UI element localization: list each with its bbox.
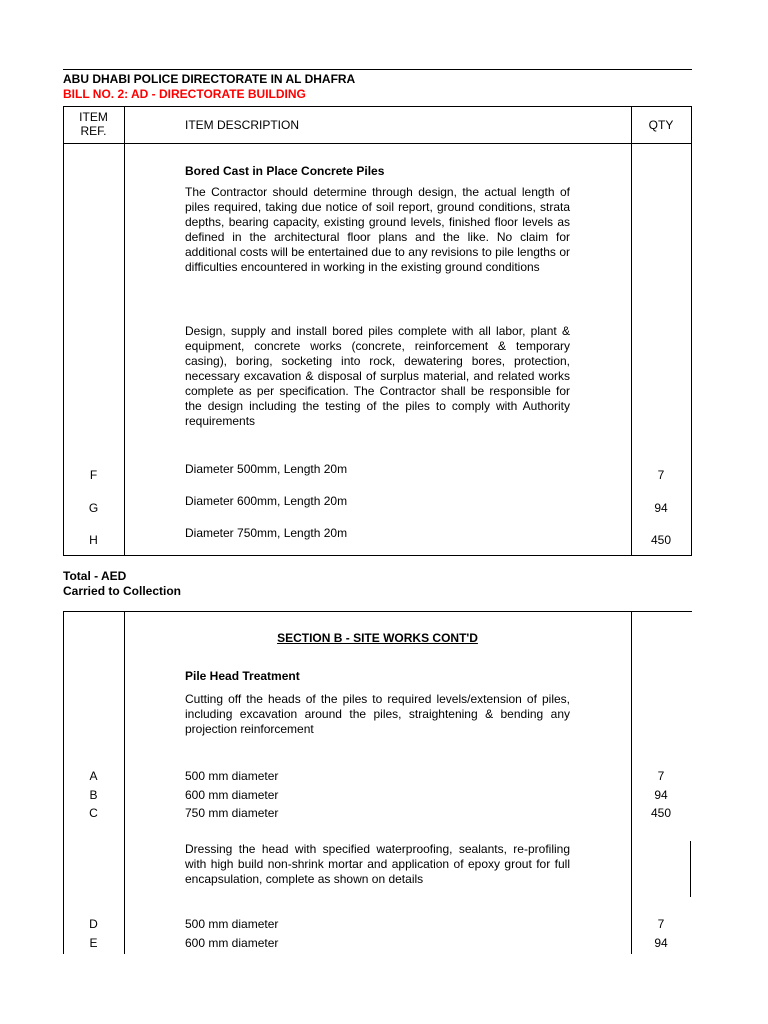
item-qty-b: 94 bbox=[654, 788, 668, 802]
item-ref-c: C bbox=[89, 806, 98, 820]
org-title: ABU DHABI POLICE DIRECTORATE IN AL DHAFRA bbox=[63, 72, 356, 86]
item-qty-g: 94 bbox=[654, 501, 668, 515]
paragraph-design-supply-install: Design, supply and install bored piles complete with all labor, plant & equipment, concrete works (concrete, reinforcement & temporary casing), boring, socketing into rock, dewatering bores, protection, necessary excavation & disposal of surplus material, and related works complete as per specification. The Contractor shall be responsible for the design including the testing of the piles to comply with Authority requirements bbox=[185, 324, 570, 428]
table1-top-rule bbox=[63, 106, 692, 107]
carried-to-collection-label: Carried to Collection bbox=[63, 584, 182, 598]
item-ref-d: D bbox=[89, 917, 98, 931]
col-header-item-description: ITEM DESCRIPTION bbox=[185, 118, 300, 132]
section-heading-pile-head: Pile Head Treatment bbox=[185, 669, 300, 683]
item-desc-f: Diameter 500mm, Length 20m bbox=[185, 462, 348, 476]
item-desc-a: 500 mm diameter bbox=[185, 769, 279, 783]
item-qty-h: 450 bbox=[650, 533, 672, 547]
item-desc-b: 600 mm diameter bbox=[185, 788, 279, 802]
item-qty-e: 94 bbox=[654, 936, 668, 950]
table1-bottom-rule bbox=[63, 555, 692, 556]
item-qty-c: 450 bbox=[650, 806, 672, 820]
top-rule bbox=[63, 69, 692, 70]
total-aed-label: Total - AED bbox=[63, 569, 127, 583]
item-desc-e: 600 mm diameter bbox=[185, 936, 279, 950]
bill-title: BILL NO. 2: AD - DIRECTORATE BUILDING bbox=[63, 87, 306, 101]
item-ref-b: B bbox=[89, 788, 98, 802]
table1-left-border bbox=[63, 106, 64, 556]
paragraph-dressing-head: Dressing the head with specified waterproofing, sealants, re-profiling with high build non-shrink mortar and application of epoxy grout for full encapsulation, complete as shown on details bbox=[185, 842, 570, 886]
item-desc-d: 500 mm diameter bbox=[185, 917, 279, 931]
item-qty-a: 7 bbox=[657, 769, 665, 783]
col-header-item-ref: ITEM REF. bbox=[79, 110, 108, 138]
item-desc-c: 750 mm diameter bbox=[185, 806, 279, 820]
paragraph-cutting-off-heads: Cutting off the heads of the piles to required levels/extension of piles, including excavation around the piles, straightening & bending any projection reinforcement bbox=[185, 692, 570, 736]
item-desc-g: Diameter 600mm, Length 20m bbox=[185, 494, 348, 508]
table2-ref-divider bbox=[124, 611, 125, 954]
section-heading-bored-piles: Bored Cast in Place Concrete Piles bbox=[185, 164, 385, 178]
table1-qty-divider bbox=[631, 106, 632, 556]
table1-right-border bbox=[691, 106, 692, 556]
item-ref-h: H bbox=[89, 533, 98, 547]
table1-ref-divider bbox=[124, 106, 125, 556]
paragraph-contractor-determine: The Contractor should determine through design, the actual length of piles required, taking due notice of soil report, ground conditions, strata depths, bearing capacity, existing ground levels, finished floor levels as defined in the architectural floor plans and the like. No claim for additional costs will be entertained due to any revisions to pile lengths or difficulties encountered in working in the existing ground conditions bbox=[185, 185, 570, 274]
table2-top-rule bbox=[63, 611, 692, 612]
item-qty-d: 7 bbox=[657, 917, 665, 931]
col-header-qty: QTY bbox=[648, 118, 674, 132]
table2-right-border-segment bbox=[690, 841, 691, 897]
section-b-title: SECTION B - SITE WORKS CONT'D bbox=[277, 631, 478, 645]
item-ref-g: G bbox=[88, 501, 99, 515]
item-qty-f: 7 bbox=[657, 468, 665, 482]
table1-header-rule bbox=[63, 143, 692, 144]
item-ref-a: A bbox=[89, 769, 98, 783]
item-ref-e: E bbox=[89, 936, 98, 950]
item-desc-h: Diameter 750mm, Length 20m bbox=[185, 526, 348, 540]
item-ref-f: F bbox=[89, 468, 98, 482]
